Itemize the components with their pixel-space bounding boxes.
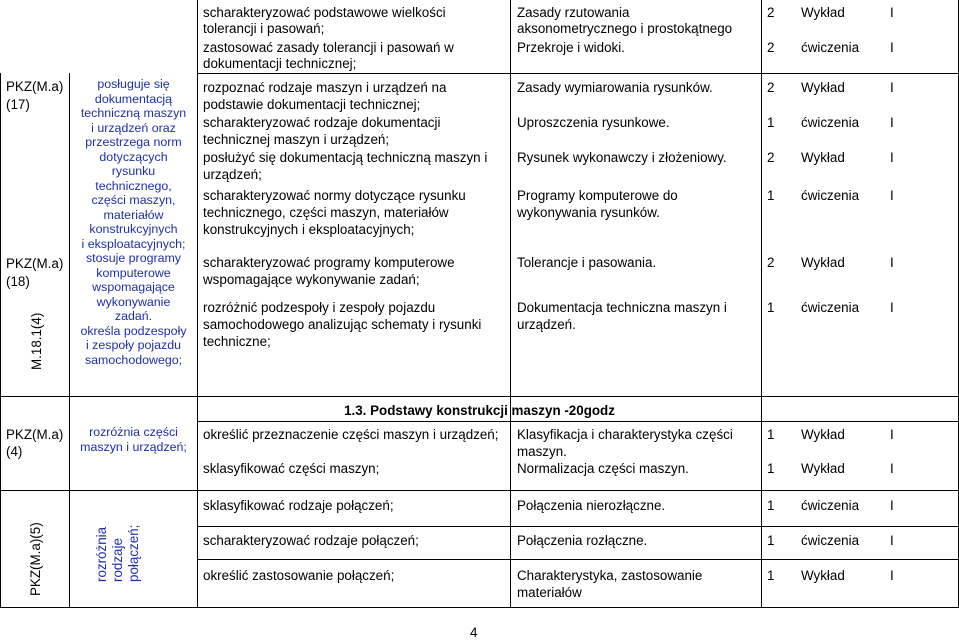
- row-hours: 2: [767, 150, 775, 165]
- rotated-unit-code: M.18.1(4): [29, 312, 44, 370]
- row-topic: Przekroje i widoki.: [517, 40, 625, 55]
- row-hours: 1: [767, 300, 775, 315]
- row-topic: Zasady wymiarowania rysunków.: [517, 80, 713, 95]
- unit-code: PKZ(M.a): [6, 427, 64, 442]
- learning-effect: przestrzega norm: [85, 135, 182, 149]
- grid-line: [761, 0, 762, 607]
- row-topic: Połączenia nierozłączne.: [517, 498, 666, 513]
- row-topic: wykonywania rysunków.: [517, 205, 660, 220]
- grid-line: [197, 0, 198, 607]
- row-topic: urządzeń.: [517, 317, 576, 332]
- row-description: scharakteryzować podstawowe wielkości: [203, 5, 446, 20]
- row-description: określić zastosowanie połączeń;: [203, 568, 395, 583]
- row-level: I: [890, 80, 894, 95]
- row-description: scharakteryzować rodzaje połączeń;: [203, 533, 419, 548]
- learning-effect: maszyn i urządzeń;: [80, 440, 187, 454]
- learning-effect: dotyczących: [99, 149, 168, 164]
- row-form: Wykład: [801, 5, 845, 20]
- row-form: ćwiczenia: [801, 498, 860, 513]
- learning-effect: wspomagające: [92, 280, 175, 294]
- row-hours: 1: [767, 427, 775, 442]
- row-hours: 2: [767, 40, 775, 55]
- row-description: scharakteryzować programy komputerowe: [203, 255, 455, 270]
- grid-line: [0, 490, 959, 491]
- learning-effect: określa podzespoły: [80, 323, 187, 338]
- row-level: I: [890, 115, 894, 130]
- learning-effect: wykonywanie: [96, 294, 171, 309]
- row-topic: Uproszczenia rysunkowe.: [517, 115, 670, 130]
- row-description: wspomagające wykonywanie zadań;: [203, 272, 420, 287]
- learning-effect: samochodowego;: [84, 352, 183, 367]
- row-hours: 2: [767, 80, 775, 95]
- row-topic: Zasady rzutowania: [517, 5, 630, 20]
- row-description: technicznego, części maszyn, materiałów: [203, 205, 449, 220]
- section-title: 1.3. Podstawy konstrukcji maszyn -20godz: [344, 403, 615, 418]
- learning-effect: posługuje się: [97, 77, 170, 91]
- unit-code: PKZ(M.a): [6, 256, 64, 271]
- page-number: 4: [470, 625, 478, 640]
- row-hours: 1: [767, 461, 775, 476]
- grid-line: [197, 526, 959, 527]
- row-topic: aksonometrycznego i prostokątnego: [517, 21, 733, 36]
- row-level: I: [890, 5, 894, 20]
- row-form: ćwiczenia: [801, 188, 860, 203]
- row-form: Wykład: [801, 150, 845, 165]
- row-description: tolerancji i pasowań;: [203, 21, 325, 36]
- row-topic: Dokumentacja techniczna maszyn i: [517, 300, 727, 315]
- grid-line: [197, 421, 959, 422]
- row-description: urządzeń;: [203, 167, 262, 182]
- learning-effect: konstrukcyjnych: [89, 222, 178, 236]
- learning-effect: techniczną maszyn: [80, 106, 187, 120]
- row-description: technicznej maszyn i urządzeń;: [203, 132, 390, 147]
- row-level: I: [890, 533, 894, 548]
- learning-effect: rozróżnia części: [89, 425, 178, 439]
- row-level: I: [890, 568, 894, 583]
- unit-code: (17): [6, 97, 30, 112]
- row-topic: Tolerancje i pasowania.: [517, 255, 657, 270]
- row-form: ćwiczenia: [801, 533, 860, 548]
- row-form: Wykład: [801, 80, 845, 95]
- row-description: rozróżnić podzespoły i zespoły pojazdu: [203, 300, 436, 315]
- row-description: konstrukcyjnych i eksploatacyjnych;: [203, 222, 415, 237]
- row-form: ćwiczenia: [801, 300, 860, 315]
- learning-effect: materiałów: [103, 207, 164, 222]
- unit-code: (4): [6, 444, 23, 459]
- row-hours: 1: [767, 533, 775, 548]
- row-topic: Klasyfikacja i charakterystyka części: [517, 427, 733, 442]
- row-description: sklasyfikować rodzaje połączeń;: [203, 498, 394, 513]
- row-hours: 1: [767, 115, 775, 130]
- grid-line: [197, 559, 959, 560]
- learning-effect: zadań.: [114, 309, 153, 323]
- row-topic: Programy komputerowe do: [517, 188, 678, 203]
- row-form: Wykład: [801, 255, 845, 270]
- row-topic: maszyn.: [517, 444, 567, 459]
- row-topic: Rysunek wykonawczy i złożeniowy.: [517, 150, 727, 165]
- grid-line: [0, 607, 959, 608]
- row-topic: Połączenia rozłączne.: [517, 533, 648, 548]
- learning-effect: i eksploatacyjnych;: [81, 236, 186, 251]
- row-form: Wykład: [801, 427, 845, 442]
- row-hours: 1: [767, 568, 775, 583]
- learning-effect: komputerowe: [96, 265, 171, 280]
- row-description: techniczne;: [203, 334, 271, 349]
- row-description: posłużyć się dokumentacją techniczną maszyn i: [203, 150, 488, 165]
- row-description: zastosować zasady tolerancji i pasowań w: [203, 40, 454, 55]
- row-hours: 2: [767, 5, 775, 20]
- learning-effect: i zespoły pojazdu: [85, 338, 182, 352]
- learning-effect: technicznego,: [95, 178, 172, 193]
- row-level: I: [890, 461, 894, 476]
- row-description: określić przeznaczenie części maszyn i urządzeń;: [203, 427, 499, 442]
- row-level: I: [890, 150, 894, 165]
- row-hours: 2: [767, 255, 775, 270]
- row-description: samochodowego analizując schematy i rysunki: [203, 317, 482, 332]
- row-description: rozpoznać rodzaje maszyn i urządzeń na: [203, 80, 447, 95]
- grid-line: [510, 0, 511, 607]
- row-description: sklasyfikować części maszyn;: [203, 461, 380, 476]
- row-level: I: [890, 40, 894, 55]
- learning-effect: połączeń;: [126, 524, 141, 582]
- row-description: scharakteryzować normy dotyczące rysunku: [203, 188, 466, 203]
- row-topic: Charakterystyka, zastosowanie: [517, 568, 703, 583]
- grid-line: [0, 396, 959, 397]
- learning-effect: dokumentacją: [94, 91, 173, 106]
- learning-effect: stosuje programy: [85, 251, 182, 265]
- row-topic: Normalizacja części maszyn.: [517, 461, 689, 476]
- learning-effect: rozróżnia: [94, 526, 109, 582]
- learning-effect: rodzaje: [110, 538, 125, 582]
- row-form: Wykład: [801, 568, 845, 583]
- row-description: dokumentacji technicznej;: [203, 56, 357, 71]
- row-level: I: [890, 427, 894, 442]
- row-hours: 1: [767, 498, 775, 513]
- row-hours: 1: [767, 188, 775, 203]
- row-topic: materiałów: [517, 585, 582, 600]
- row-form: Wykład: [801, 461, 845, 476]
- row-level: I: [890, 188, 894, 203]
- row-description: podstawie dokumentacji technicznej;: [203, 97, 421, 112]
- learning-effect: rysunku: [111, 164, 156, 178]
- grid-line: [197, 73, 959, 74]
- learning-effect: części maszyn,: [91, 193, 176, 207]
- unit-code: PKZ(M.a): [6, 79, 64, 94]
- row-level: I: [890, 255, 894, 270]
- grid-line: [0, 73, 1, 607]
- unit-code: (18): [6, 274, 30, 289]
- row-level: I: [890, 300, 894, 315]
- row-form: ćwiczenia: [801, 115, 860, 130]
- rotated-unit-code: PKZ(M.a)(5): [28, 522, 43, 596]
- learning-effect: i urządzeń oraz: [91, 120, 176, 135]
- row-level: I: [890, 498, 894, 513]
- row-form: ćwiczenia: [801, 40, 860, 55]
- row-description: scharakteryzować rodzaje dokumentacji: [203, 115, 441, 130]
